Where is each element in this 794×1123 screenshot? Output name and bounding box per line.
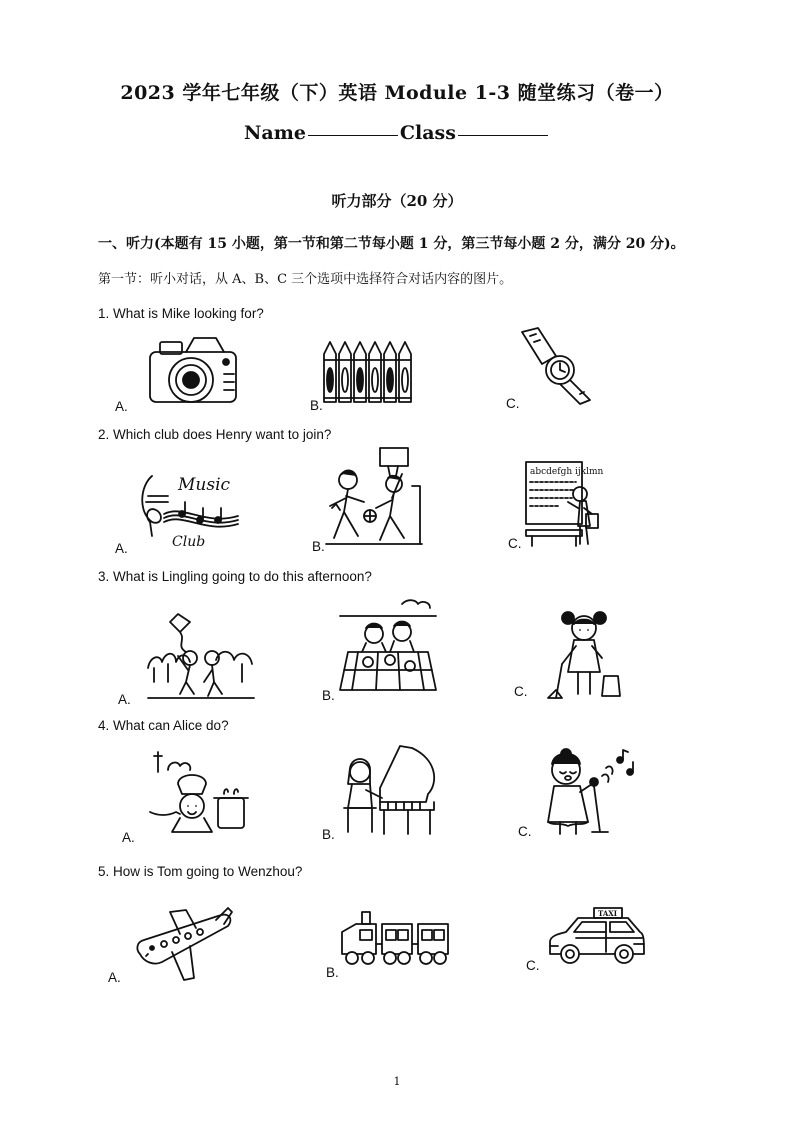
- option-3b[interactable]: B.: [322, 688, 335, 703]
- option-5a[interactable]: A.: [108, 970, 121, 985]
- name-label: Name: [244, 122, 306, 144]
- option-5c[interactable]: C.: [526, 958, 540, 973]
- option-1c[interactable]: C.: [506, 396, 520, 411]
- section-instruction: 一、听力(本题有 15 小题，第一节和第二节每小题 1 分，第三节每小题 2 分，满分 20 分)。: [98, 236, 685, 252]
- option-3a[interactable]: A.: [118, 692, 131, 707]
- option-3c[interactable]: C.: [514, 684, 528, 699]
- alphabet-text: abcdefgh ijklmn: [530, 467, 604, 477]
- page-title: 2023 学年七年级（下）英语 Module 1-3 随堂练习（卷一）: [120, 82, 674, 104]
- picnic-icon: [338, 596, 438, 696]
- option-1b[interactable]: B.: [310, 398, 323, 413]
- singing-icon: [540, 746, 640, 836]
- option-4b[interactable]: B.: [322, 827, 335, 842]
- watch-icon: [518, 326, 598, 404]
- question-5: 5. How is Tom going to Wenzhou?: [98, 864, 303, 879]
- option-1a[interactable]: A.: [115, 399, 128, 414]
- club-text: Club: [172, 534, 206, 550]
- class-blank[interactable]: [458, 135, 548, 136]
- cooking-icon: [148, 750, 248, 836]
- option-2a[interactable]: A.: [115, 541, 128, 556]
- music-text: Music: [178, 475, 231, 495]
- question-4: 4. What can Alice do?: [98, 718, 229, 733]
- kite-park-icon: [146, 612, 256, 700]
- option-5b[interactable]: B.: [326, 965, 339, 980]
- class-label: Class: [399, 122, 456, 144]
- option-4a[interactable]: A.: [122, 830, 135, 845]
- question-3: 3. What is Lingling going to do this afternoon?: [98, 569, 372, 584]
- name-blank[interactable]: [308, 135, 398, 136]
- part1-instruction: 第一节：听小对话，从 A、B、C 三个选项中选择符合对话内容的图片。: [98, 272, 513, 287]
- crayons-icon: [322, 336, 414, 406]
- section-title: 听力部分（20 分）: [331, 192, 463, 210]
- teacher-alphabet-icon: [524, 460, 604, 546]
- question-1: 1. What is Mike looking for?: [98, 306, 264, 321]
- option-4c[interactable]: C.: [518, 824, 532, 839]
- name-class-line: [0, 122, 794, 144]
- piano-icon: [340, 744, 440, 836]
- page-number: 1: [393, 1075, 401, 1088]
- camera-icon: [146, 330, 242, 408]
- question-2: 2. Which club does Henry want to join?: [98, 427, 332, 442]
- sweeping-girl-icon: [548, 606, 622, 702]
- plane-icon: [132, 906, 236, 982]
- option-2b[interactable]: B.: [312, 539, 325, 554]
- music-club-icon: [134, 466, 244, 550]
- basketball-icon: [324, 446, 424, 546]
- option-2c[interactable]: C.: [508, 536, 522, 551]
- taxi-icon: [546, 906, 646, 966]
- train-icon: [340, 910, 450, 966]
- taxi-sign-text: TAXI: [598, 909, 617, 918]
